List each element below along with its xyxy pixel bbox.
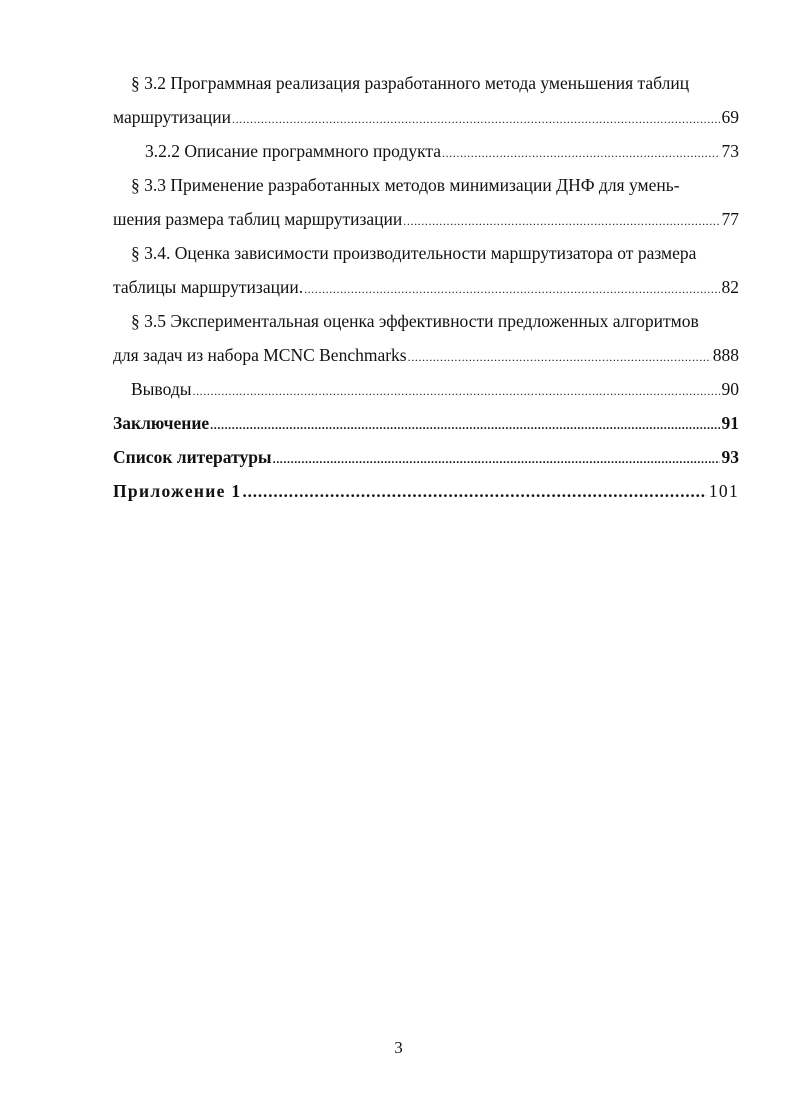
toc-entry-summary-title: Заключение [113, 413, 210, 433]
toc-entry-3-3-line2 [113, 202, 739, 236]
toc-entry-3-2-line2 [113, 100, 739, 134]
page-number: 3 [394, 1038, 403, 1057]
toc-entry-3-2-title: § 3.2 Программная реализация разработанного метода уменьшения таблиц [131, 73, 690, 93]
toc-entry-3-4-title-cont: таблицы маршрутизации. [113, 277, 304, 297]
toc-entry-3-3-title: § 3.3 Применение разработанных методов минимизации ДНФ для [131, 175, 625, 195]
toc-entry-3-5-title-cont: для задач из набора MCNC Benchmarks [113, 345, 407, 365]
toc-entry-conclusions [113, 372, 739, 406]
toc-entry-appendix-1-title: Приложение 1 [113, 481, 242, 501]
toc-entry-summary [113, 406, 739, 440]
toc-entry-3-5-page: 888 [712, 345, 739, 365]
toc-entry-references-page: 93 [721, 447, 739, 467]
dot-leader [210, 419, 719, 431]
dot-leader [232, 113, 719, 125]
toc-entry-3-3-title-cont: шения размера таблиц маршрутизации [113, 209, 403, 229]
toc-entry-appendix-1-page: 101 [708, 481, 739, 501]
toc-entry-3-5-title: § 3.5 Экспериментальная оценка эффективности предложенных алгоритмов [131, 311, 699, 331]
toc-entry-3-5-line2 [113, 338, 739, 372]
dot-leader [192, 385, 719, 397]
toc-entry-3-2-line1 [113, 66, 739, 100]
toc-entry-appendix-1 [113, 474, 739, 508]
toc-entry-3-2-2-title: 3.2.2 Описание программного продукта [145, 141, 441, 161]
toc-entry-3-4-page: 82 [721, 277, 739, 297]
toc-entry-conclusions-page: 90 [721, 379, 739, 399]
toc-entry-3-2-2 [113, 134, 739, 168]
toc-entry-references [113, 440, 739, 474]
toc-entry-3-3-line1 [113, 168, 739, 202]
toc-entry-3-3-title-hyphen: умень- [628, 175, 680, 195]
toc-entry-3-3-page: 77 [721, 209, 739, 229]
toc-entry-3-2-2-page: 73 [721, 141, 739, 161]
toc-entry-3-2-title-cont: маршрутизации [113, 107, 232, 127]
toc-entry-references-title: Список литературы [113, 447, 272, 467]
toc-entry-3-4-title: § 3.4. Оценка зависимости производительности маршрутизатора от размера [131, 243, 697, 263]
dot-leader [403, 215, 719, 227]
toc-entry-3-4-line1 [113, 236, 739, 270]
table-of-contents [113, 66, 739, 508]
toc-entry-summary-page: 91 [721, 413, 739, 433]
dot-leader [242, 483, 706, 500]
toc-entry-3-4-line2 [113, 270, 739, 304]
toc-entry-3-5-line1 [113, 304, 739, 338]
dot-leader [273, 453, 720, 465]
dot-leader [304, 283, 719, 295]
toc-entry-3-2-page: 69 [721, 107, 739, 127]
toc-entry-conclusions-title: Выводы [131, 379, 192, 399]
dot-leader [442, 147, 720, 159]
dot-leader [408, 351, 711, 363]
